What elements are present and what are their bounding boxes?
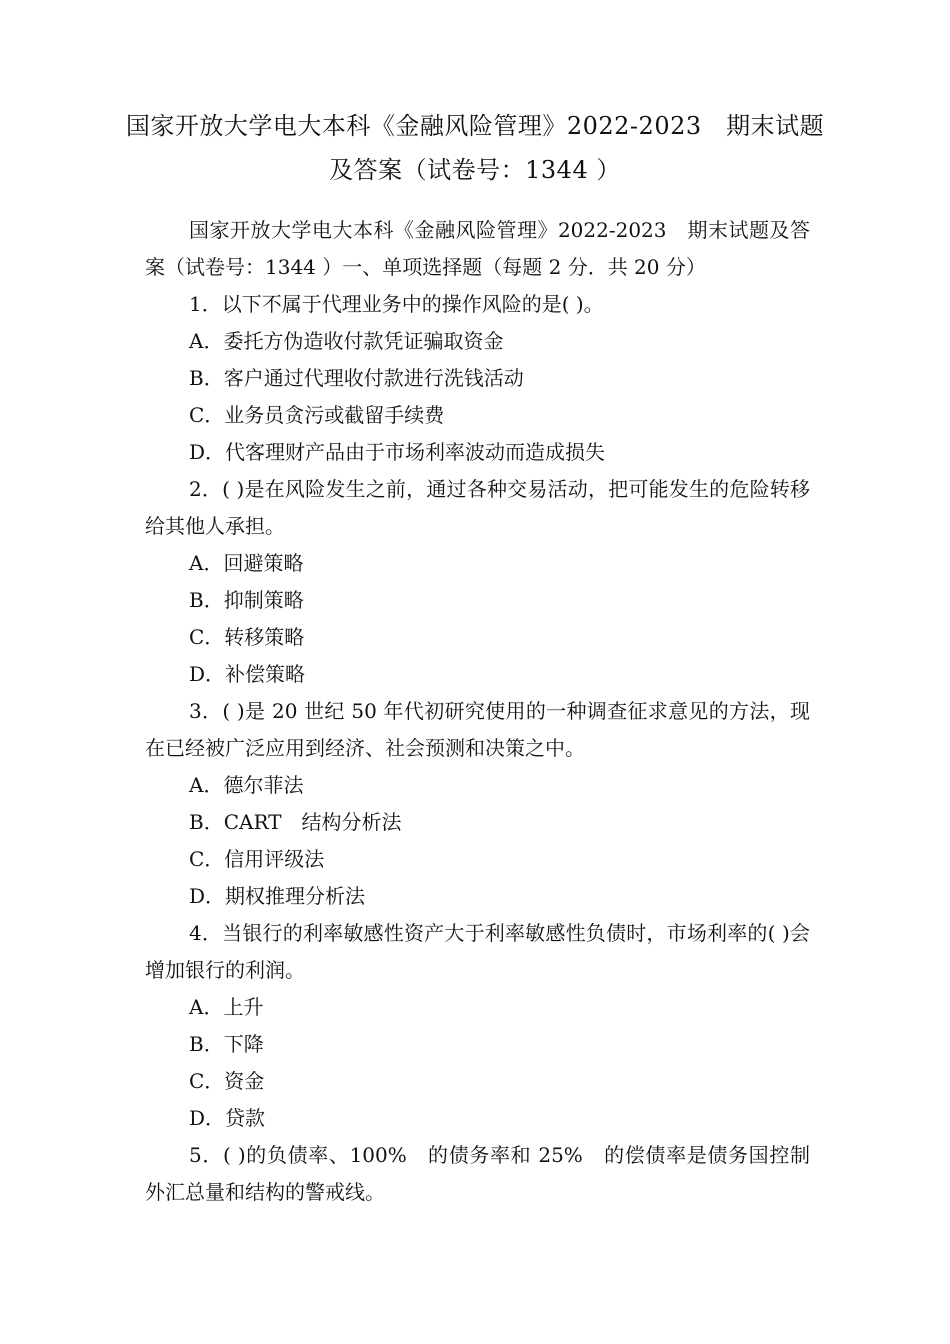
question-option: A．回避策略 [189,551,304,575]
question-option: D．补偿策略 [189,662,306,686]
question-stem: 3．( )是 20 世纪 50 年代初研究使用的一种调查征求意见的方法，现在已经被广泛应用到经济、社会预测和决策之中。 [145,699,810,760]
question-stem: 4．当银行的利率敏感性资产大于利率敏感性负债时，市场利率的( )会增加银行的利润。 [145,921,810,982]
question-option: B．下降 [189,1032,264,1056]
question-option: A．德尔菲法 [189,773,304,797]
question-option: B．客户通过代理收付款进行洗钱活动 [189,366,524,390]
question-option: A．上升 [189,995,264,1019]
title-line-1: 国家开放大学电大本科《金融风险管理》2022-2023 期末试题 [125,112,825,140]
question-stem: 2．( )是在风险发生之前，通过各种交易活动，把可能发生的危险转移给其他人承担。 [145,477,810,538]
document-body [145,212,810,1211]
question-option: B．抑制策略 [189,588,304,612]
question-stem: 1．以下不属于代理业务中的操作风险的是( )。 [189,292,604,316]
intro-paragraph: 国家开放大学电大本科《金融风险管理》2022-2023 期末试题及答案（试卷号：1344 ）一、单项选择题（每题 2 分．共 20 分） [145,218,810,279]
question-option: D．贷款 [189,1106,266,1130]
title-line-2: 及答案（试卷号：1344 ） [329,156,621,184]
question-option: C．业务员贪污或截留手续费 [189,403,445,427]
document-title [120,104,830,192]
question-option: C．转移策略 [189,625,305,649]
question-stem: 5．( )的负债率、100% 的债务率和 25% 的偿债率是债务国控制外汇总量和结构的警戒线。 [145,1143,810,1204]
question-option: B．CART 结构分析法 [189,810,402,834]
question-option: C．资金 [189,1069,265,1093]
question-option: A．委托方伪造收付款凭证骗取资金 [189,329,504,353]
question-option: D．代客理财产品由于市场利率波动而造成损失 [189,440,606,464]
question-option: D．期权推理分析法 [189,884,366,908]
question-option: C．信用评级法 [189,847,325,871]
